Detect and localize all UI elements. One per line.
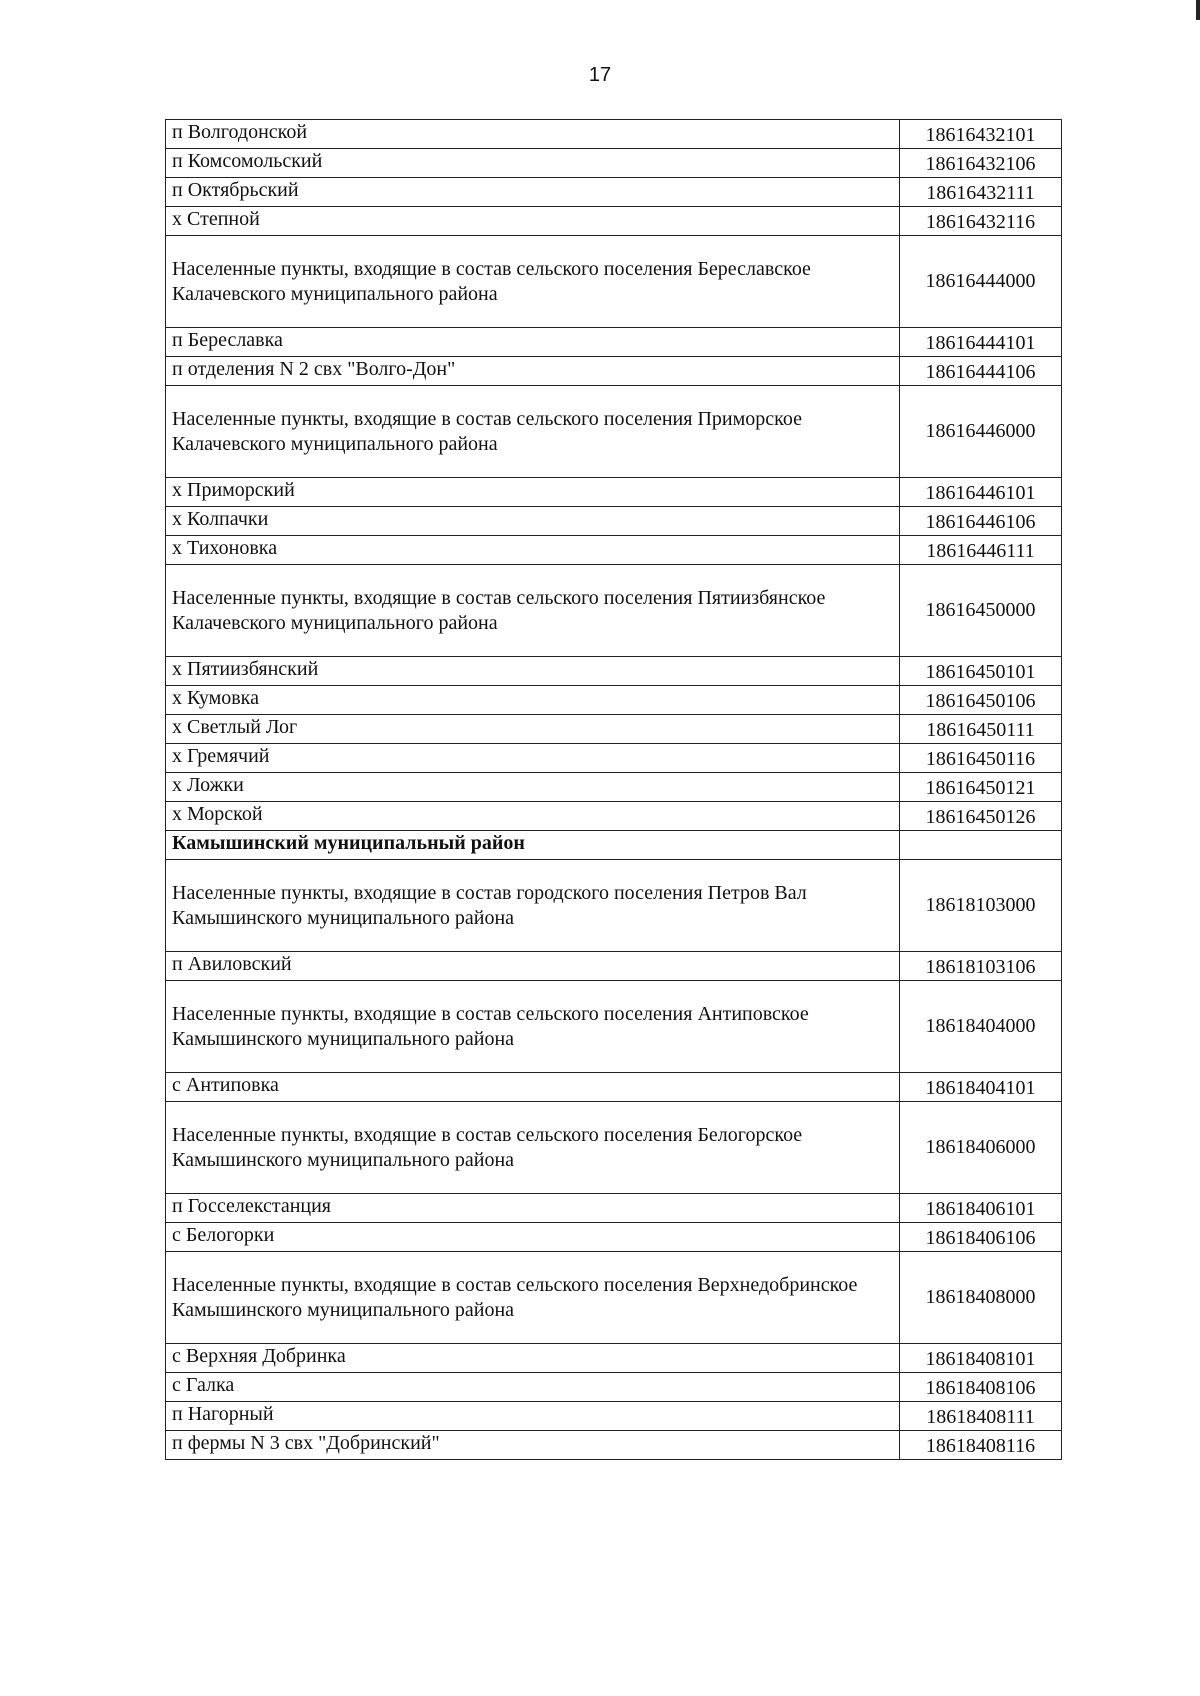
- oktmo-code: 18618408116: [900, 1431, 1062, 1460]
- settlement-name: п Нагорный: [166, 1402, 900, 1431]
- settlement-row: [166, 657, 1062, 686]
- oktmo-code: 18618406000: [900, 1102, 1062, 1194]
- settlement-row: [166, 120, 1062, 149]
- settlement-name: с Галка: [166, 1373, 900, 1402]
- settlement-row: [166, 478, 1062, 507]
- oktmo-code: 18616450101: [900, 657, 1062, 686]
- settlement-row: [166, 1344, 1062, 1373]
- settlement-name: п Авиловский: [166, 952, 900, 981]
- oktmo-code: 18618404000: [900, 981, 1062, 1073]
- oktmo-code: 18616450000: [900, 565, 1062, 657]
- oktmo-code: 18616446101: [900, 478, 1062, 507]
- settlement-group-row: [166, 565, 1062, 657]
- oktmo-code: 18616450111: [900, 715, 1062, 744]
- oktmo-code: 18618408106: [900, 1373, 1062, 1402]
- oktmo-code: 18616450106: [900, 686, 1062, 715]
- settlement-row: [166, 744, 1062, 773]
- settlement-name: п Волгодонской: [166, 120, 900, 149]
- settlement-group-row: [166, 981, 1062, 1073]
- oktmo-code: 18618408000: [900, 1252, 1062, 1344]
- settlement-name: п Береславка: [166, 328, 900, 357]
- settlement-row: [166, 328, 1062, 357]
- settlement-row: [166, 1223, 1062, 1252]
- settlement-group-row: [166, 860, 1062, 952]
- settlement-name: х Степной: [166, 207, 900, 236]
- page-number: 17: [588, 64, 612, 86]
- settlement-name: с Верхняя Добринка: [166, 1344, 900, 1373]
- settlement-row: [166, 1431, 1062, 1460]
- oktmo-code: 18616444106: [900, 357, 1062, 386]
- settlement-name: х Кумовка: [166, 686, 900, 715]
- settlement-row: [166, 1073, 1062, 1102]
- settlement-code-table: [165, 119, 1062, 1460]
- settlement-name: п фермы N 3 свх "Добринский": [166, 1431, 900, 1460]
- oktmo-code: 18616446106: [900, 507, 1062, 536]
- settlement-group-row: [166, 1102, 1062, 1194]
- settlement-group-row: [166, 1252, 1062, 1344]
- district-header-row: [166, 831, 1062, 860]
- oktmo-code: 18616450116: [900, 744, 1062, 773]
- settlement-row: [166, 1194, 1062, 1223]
- oktmo-code: 18616432116: [900, 207, 1062, 236]
- settlement-name: Населенные пункты, входящие в состав сельского поселения Приморское Калачевского муниципального района: [166, 386, 900, 478]
- oktmo-code: 18616432106: [900, 149, 1062, 178]
- oktmo-code: [900, 831, 1062, 860]
- oktmo-code: 18618103106: [900, 952, 1062, 981]
- oktmo-code: 18616446000: [900, 386, 1062, 478]
- scan-edge-mark: [1196, 0, 1200, 20]
- oktmo-code: 18618406101: [900, 1194, 1062, 1223]
- oktmo-code: 18616444000: [900, 236, 1062, 328]
- settlement-name: х Пятиизбянский: [166, 657, 900, 686]
- settlement-name: х Тихоновка: [166, 536, 900, 565]
- settlement-group-row: [166, 386, 1062, 478]
- oktmo-code: 18618408111: [900, 1402, 1062, 1431]
- district-name: Камышинский муниципальный район: [166, 831, 900, 860]
- oktmo-code: 18616450126: [900, 802, 1062, 831]
- oktmo-code: 18616432111: [900, 178, 1062, 207]
- settlement-row: [166, 149, 1062, 178]
- settlement-row: [166, 536, 1062, 565]
- settlement-name: х Морской: [166, 802, 900, 831]
- settlement-row: [166, 1373, 1062, 1402]
- settlement-name: х Колпачки: [166, 507, 900, 536]
- settlement-name: х Светлый Лог: [166, 715, 900, 744]
- settlement-row: [166, 207, 1062, 236]
- settlement-row: [166, 1402, 1062, 1431]
- settlement-row: [166, 802, 1062, 831]
- settlement-row: [166, 178, 1062, 207]
- settlement-name: п Октябрьский: [166, 178, 900, 207]
- oktmo-code: 18618406106: [900, 1223, 1062, 1252]
- oktmo-code: 18616444101: [900, 328, 1062, 357]
- settlement-name: Населенные пункты, входящие в состав городского поселения Петров Вал Камышинского муниципального района: [166, 860, 900, 952]
- settlement-name: п Госселекстанция: [166, 1194, 900, 1223]
- oktmo-code: 18616450121: [900, 773, 1062, 802]
- settlement-name: п отделения N 2 свх "Волго-Дон": [166, 357, 900, 386]
- settlement-name: Населенные пункты, входящие в состав сельского поселения Береславское Калачевского муниципального района: [166, 236, 900, 328]
- settlement-name: с Антиповка: [166, 1073, 900, 1102]
- oktmo-code: 18618404101: [900, 1073, 1062, 1102]
- settlement-row: [166, 773, 1062, 802]
- settlement-name: х Гремячий: [166, 744, 900, 773]
- settlement-name: п Комсомольский: [166, 149, 900, 178]
- table-body: [166, 120, 1062, 1460]
- settlement-group-row: [166, 236, 1062, 328]
- oktmo-code: 18616432101: [900, 120, 1062, 149]
- settlement-name: Населенные пункты, входящие в состав сельского поселения Пятиизбянское Калачевского муниципального района: [166, 565, 900, 657]
- settlement-name: х Приморский: [166, 478, 900, 507]
- settlement-row: [166, 686, 1062, 715]
- oktmo-code: 18616446111: [900, 536, 1062, 565]
- settlement-name: х Ложки: [166, 773, 900, 802]
- settlement-name: Населенные пункты, входящие в состав сельского поселения Антиповское Камышинского муниципального района: [166, 981, 900, 1073]
- settlement-name: с Белогорки: [166, 1223, 900, 1252]
- settlement-name: Населенные пункты, входящие в состав сельского поселения Белогорское Камышинского муниципального района: [166, 1102, 900, 1194]
- settlement-row: [166, 507, 1062, 536]
- settlement-name: Населенные пункты, входящие в состав сельского поселения Верхнедобринское Камышинского муниципального района: [166, 1252, 900, 1344]
- settlement-row: [166, 952, 1062, 981]
- settlement-row: [166, 715, 1062, 744]
- settlement-row: [166, 357, 1062, 386]
- oktmo-code: 18618408101: [900, 1344, 1062, 1373]
- oktmo-code: 18618103000: [900, 860, 1062, 952]
